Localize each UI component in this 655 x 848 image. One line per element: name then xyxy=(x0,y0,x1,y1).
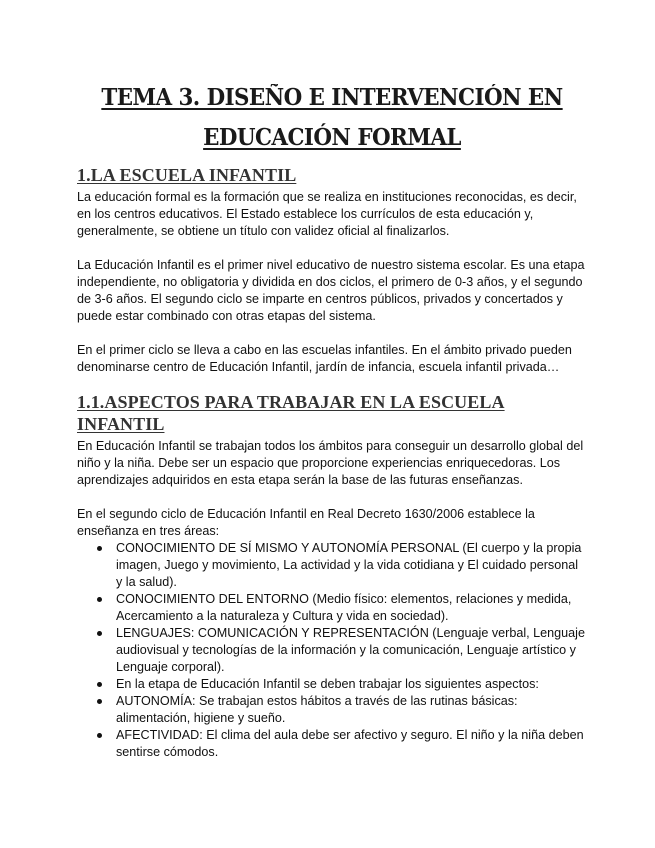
bullet-dot-icon xyxy=(97,546,102,551)
bullet-dot-icon xyxy=(97,631,102,636)
list-item-text: AUTONOMÍA: Se trabajan estos hábitos a través de las rutinas básicas: alimentación, higiene y sueño. xyxy=(116,694,518,725)
section-heading-aspectos: 1.1.ASPECTOS PARA TRABAJAR EN LA ESCUELA INFANTIL xyxy=(77,392,505,434)
bullet-list xyxy=(77,540,585,761)
document-title xyxy=(87,78,576,158)
list-item-text: CONOCIMIENTO DEL ENTORNO (Medio físico: elementos, relaciones y medida, Acercamiento a la naturaleza y Cultura y vida en sociedad). xyxy=(116,592,572,623)
list-item xyxy=(97,591,585,625)
list-item xyxy=(97,676,585,693)
bullet-dot-icon xyxy=(97,682,102,687)
list-item xyxy=(97,540,585,591)
section-heading-escuela-infantil: 1.LA ESCUELA INFANTIL xyxy=(77,165,297,185)
list-item xyxy=(97,693,585,727)
list-item xyxy=(97,625,585,676)
list-item-text: AFECTIVIDAD: El clima del aula debe ser afectivo y seguro. El niño y la niña deben sentirse cómodos. xyxy=(116,728,584,759)
paragraph: La educación formal es la formación que se realiza en instituciones reconocidas, es decir, en los centros educativos. El Estado establece los currículos de esta educación y, generalmente, se obtiene un título con validez oficial al finalizarlos. xyxy=(77,190,577,238)
bullet-dot-icon xyxy=(97,699,102,704)
list-item xyxy=(97,727,585,761)
title-line-2: EDUCACIÓN FORMAL xyxy=(203,124,461,151)
paragraph: La Educación Infantil es el primer nivel educativo de nuestro sistema escolar. Es una etapa independiente, no obligatoria y dividida en dos ciclos, el primero de 0-3 años, y el segundo de 3-6 años. El segundo ciclo se imparte en centros públicos, privados y concertados y puede estar combinado con otras etapas del sistema. xyxy=(77,258,585,323)
paragraph: En el segundo ciclo de Educación Infantil en Real Decreto 1630/2006 establece la enseñanza en tres áreas: xyxy=(77,507,535,538)
title-line-1: TEMA 3. DISEÑO E INTERVENCIÓN EN xyxy=(101,84,563,111)
paragraph: En Educación Infantil se trabajan todos los ámbitos para conseguir un desarrollo global del niño y la niña. Debe ser un espacio que proporcione experiencias enriquecedoras. Los aprendizajes adquiridos en esta etapa serán la base de las futuras enseñanzas. xyxy=(77,439,584,487)
list-item-text: En la etapa de Educación Infantil se deben trabajar los siguientes aspectos: xyxy=(116,677,539,691)
list-item-text: CONOCIMIENTO DE SÍ MISMO Y AUTONOMÍA PERSONAL (El cuerpo y la propia imagen, Juego y movimiento, La actividad y la vida cotidiana y El cuidado personal y la salud). xyxy=(116,541,582,589)
paragraph: En el primer ciclo se lleva a cabo en las escuelas infantiles. En el ámbito privado pueden denominarse centro de Educación Infantil, jardín de infancia, escuela infantil privada… xyxy=(77,343,572,374)
bullet-dot-icon xyxy=(97,733,102,738)
bullet-dot-icon xyxy=(97,597,102,602)
list-item-text: LENGUAJES: COMUNICACIÓN Y REPRESENTACIÓN (Lenguaje verbal, Lenguaje audiovisual y tecnologías de la información y la comunicación, Lenguaje artístico y Lenguaje corporal). xyxy=(116,626,585,674)
